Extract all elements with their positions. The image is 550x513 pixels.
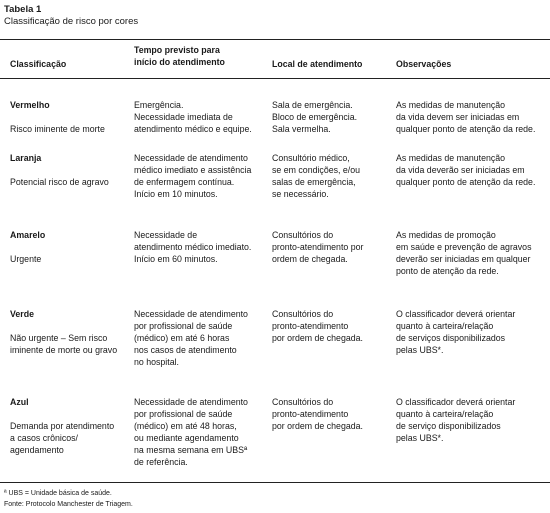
table-label: Tabela 1 [4,4,42,15]
row-vermelho-classificacao [10,87,105,147]
top-rule [0,39,550,40]
classification-name: Verde [10,309,34,319]
bottom-rule [0,482,550,483]
header-rule [0,78,550,79]
row-verde-local: Consultórios do pronto-atendimento por ordem de chegada. [272,309,363,343]
row-laranja-classificacao [10,140,109,200]
row-vermelho-local: Sala de emergência. Bloco de emergência. Sala vermelha. [272,100,358,134]
row-laranja-obs: As medidas de manutenção da vida deverão ser iniciadas em qualquer ponto de atenção da rede. [396,153,536,187]
classification-desc: Risco iminente de morte [10,124,105,134]
classification-name: Azul [10,397,29,407]
row-azul-tempo: Necessidade de atendimento por profissional de saúde (médico) em até 48 horas, ou mediante agendamento na mesma semana em UBSª de referência. [134,397,248,467]
classification-desc: Não urgente – Sem risco iminente de morte ou gravo [10,333,118,355]
classification-name: Laranja [10,153,42,163]
header-classificacao: Classificação [10,59,67,69]
row-verde-obs: O classificador deverá orientar quanto à carteira/relação de serviços disponibilizados pelas UBS*. [396,309,516,355]
row-amarelo-classificacao [10,217,45,277]
row-vermelho-tempo: Emergência. Necessidade imediata de atendimento médico e equipe. [134,100,252,134]
header-local: Local de atendimento [272,59,363,69]
classification-desc: Demanda por atendimento a casos crônicos/ agendamento [10,421,115,455]
row-laranja-local: Consultório médico, se em condições, e/ou salas de emergência, se necessário. [272,153,361,199]
table-title: Classificação de risco por cores [4,16,139,27]
classification-name: Vermelho [10,100,50,110]
row-amarelo-tempo: Necessidade de atendimento médico imediato. Início em 60 minutos. [134,230,252,264]
classification-desc: Potencial risco de agravo [10,177,109,187]
row-vermelho-obs: As medidas de manutenção da vida devem ser iniciadas em qualquer ponto de atenção da rede. [396,100,536,134]
classification-desc: Urgente [10,254,42,264]
source-note: Fonte: Protocolo Manchester de Triagem. [4,501,133,508]
header-tempo: Tempo previsto para início do atendimento [134,45,225,67]
header-observacoes: Observações [396,59,452,69]
row-azul-classificacao [10,384,114,468]
row-verde-classificacao [10,296,117,368]
row-verde-tempo: Necessidade de atendimento por profissional de saúde (médico) em até 6 horas nos casos de atendimento no hospital. [134,309,248,367]
row-azul-obs: O classificador deverá orientar quanto à carteira/relação de serviço disponibilizados pelas UBS*. [396,397,516,443]
classification-name: Amarelo [10,230,46,240]
row-laranja-tempo: Necessidade de atendimento médico imediato e assistência de enfermagem contínua. Início em 10 minutos. [134,153,252,199]
footnote: ª UBS = Unidade básica de saúde. [4,490,112,497]
row-amarelo-local: Consultórios do pronto-atendimento por ordem de chegada. [272,230,364,264]
row-azul-local: Consultórios do pronto-atendimento por ordem de chegada. [272,397,363,431]
row-amarelo-obs: As medidas de promoção em saúde e prevenção de agravos deverão ser iniciadas em qualquer ponto de atenção da rede. [396,230,532,276]
